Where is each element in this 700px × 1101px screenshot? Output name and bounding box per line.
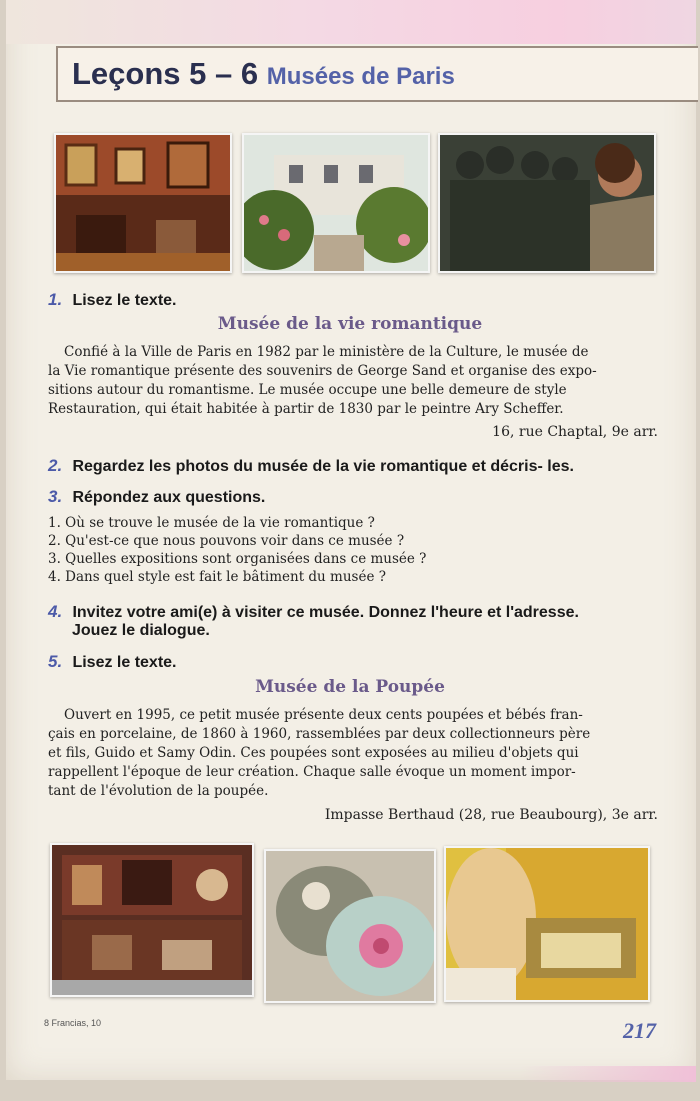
task-number: 2.	[48, 456, 63, 475]
question-item: 1. Où se trouve le musée de la vie romantique ?	[48, 515, 375, 531]
museum1-paragraph	[48, 343, 658, 419]
romantic-interior-photo	[54, 133, 232, 273]
decorative-top-strip	[6, 0, 696, 44]
task-number: 5.	[48, 652, 63, 671]
museum2-heading: Musée de la Poupée	[255, 677, 445, 697]
task-text: Regardez les photos du musée de la vie romantique et décris- les.	[72, 458, 574, 475]
question-item: 2. Qu'est-ce que nous pouvons voir dans ce musée ?	[48, 533, 405, 549]
decorative-bottom-strip	[520, 1066, 696, 1082]
lesson-title-box	[56, 46, 698, 102]
text-line: rappellent l'époque de leur création. Chaque salle évoque un moment impor-	[48, 764, 576, 780]
task-text-line2: Jouez le dialogue.	[72, 622, 210, 639]
task-3	[48, 487, 265, 507]
task-1	[48, 290, 177, 310]
dollhouse-room-photo	[50, 843, 254, 997]
question-list	[48, 514, 426, 586]
print-info: 8 Francias, 10	[44, 1018, 102, 1028]
text-line: sitions autour du romantisme. Le musée occupe une belle demeure de style	[48, 382, 567, 398]
lesson-number: Leçons 5 – 6	[72, 56, 259, 91]
museum2-paragraph	[48, 706, 658, 801]
question-item: 4. Dans quel style est fait le bâtiment du musée ?	[48, 569, 386, 585]
page-title	[72, 56, 455, 92]
text-line: Ouvert en 1995, ce petit musée présente deux cents poupées et bébés fran-	[64, 707, 583, 723]
task-text: Répondez aux questions.	[72, 489, 266, 506]
task-number: 1.	[48, 290, 63, 309]
text-line: Confié à la Ville de Paris en 1982 par le ministère de la Culture, le musée de	[64, 344, 589, 360]
text-line: Restauration, qui était habitée à partir de 1830 par le peintre Ary Scheffer.	[48, 401, 564, 417]
museum1-heading: Musée de la vie romantique	[217, 314, 483, 334]
garden-house-photo	[242, 133, 430, 273]
question-item: 3. Quelles expositions sont organisées dans ce musée ?	[48, 551, 427, 567]
doll-box-photo	[264, 849, 436, 1003]
museum2-address: Impasse Berthaud (28, rue Beaubourg), 3e arr.	[324, 807, 658, 823]
task-text: Invitez votre ami(e) à visiter ce musée. Donnez l'heure et l'adresse.	[72, 604, 579, 621]
museum1-address: 16, rue Chaptal, 9e arr.	[492, 424, 658, 440]
task-5	[48, 652, 177, 672]
soldiers-woman-photo	[438, 133, 656, 273]
page-number: 217	[623, 1018, 656, 1043]
text-line: et fils, Guido et Samy Odin. Ces poupées sont exposées au milieu d'objets qui	[48, 745, 579, 761]
task-number: 3.	[48, 487, 63, 506]
doll-closeup-photo	[444, 846, 650, 1002]
text-line: çais en porcelaine, de 1860 à 1960, rassemblées par deux collectionneurs père	[48, 726, 591, 742]
task-text: Lisez le texte.	[72, 292, 177, 309]
task-number: 4.	[48, 602, 63, 621]
lesson-topic: Musées de Paris	[266, 63, 455, 90]
task-4	[48, 602, 579, 640]
text-line: la Vie romantique présente des souvenirs de George Sand et organise des expo-	[48, 363, 597, 379]
task-text: Lisez le texte.	[72, 654, 177, 671]
text-line: tant de l'évolution de la poupée.	[48, 783, 269, 799]
task-2	[48, 456, 574, 476]
